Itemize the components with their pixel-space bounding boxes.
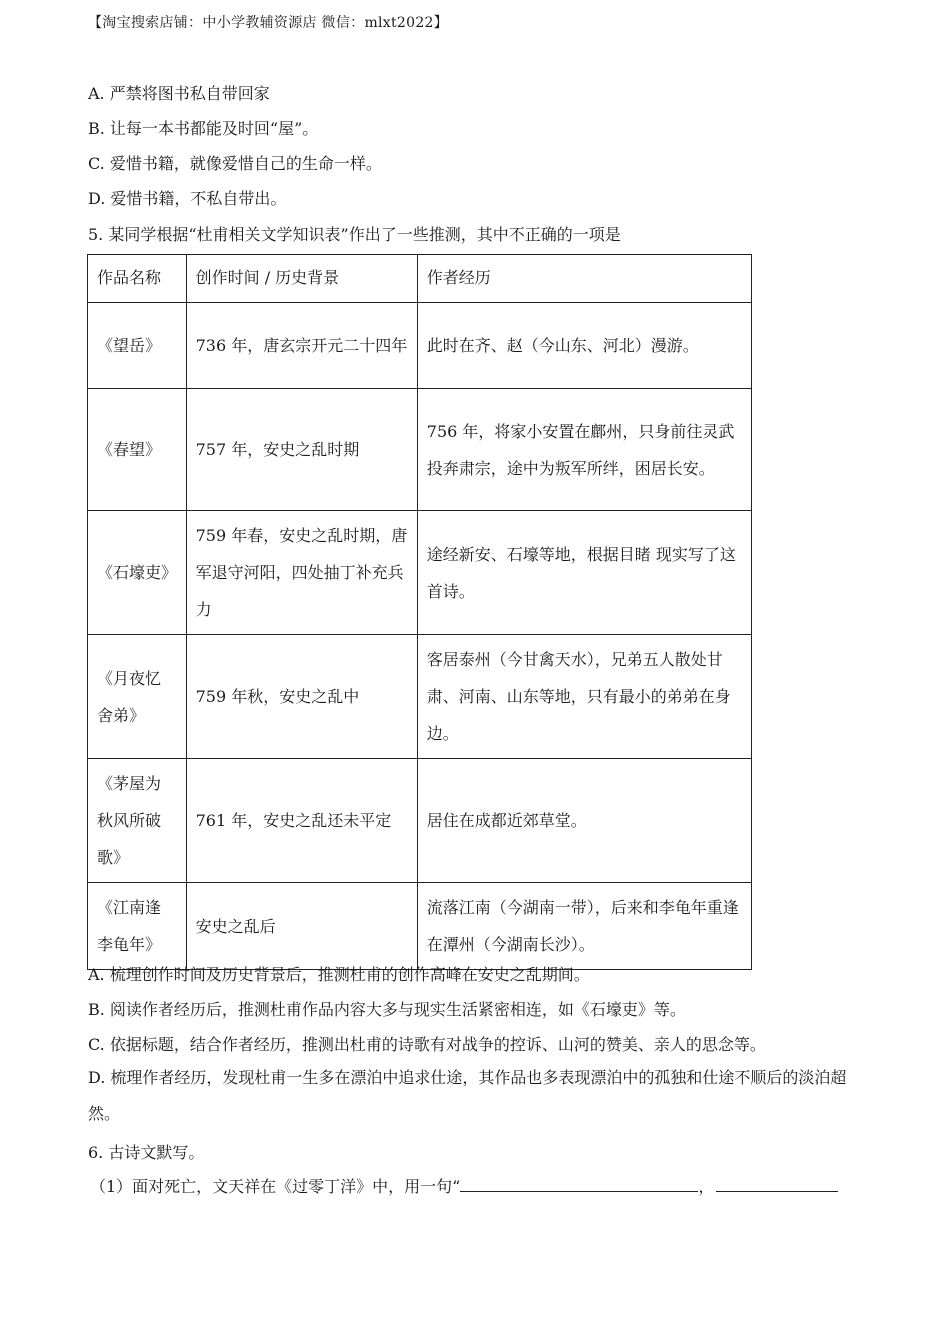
cell-time: 761 年，安史之乱还未平定 xyxy=(186,759,417,883)
q4-option-a: A. 严禁将图书私自带回家 xyxy=(88,84,270,103)
q6-item-1-text: （1）面对死亡，文天祥在《过零丁洋》中，用一句“ xyxy=(90,1177,461,1196)
cell-experience: 居住在成都近郊草堂。 xyxy=(417,759,751,883)
cell-work: 《茅屋为秋风所破歌》 xyxy=(88,759,187,883)
table-header-row xyxy=(88,255,752,303)
answer-blank-1[interactable] xyxy=(460,1175,698,1192)
cell-time: 安史之乱后 xyxy=(186,883,417,970)
q6-item-1 xyxy=(90,1174,838,1197)
q4-option-d: D. 爱惜书籍，不私自带出。 xyxy=(88,189,287,208)
cell-time: 759 年春，安史之乱时期，唐军退守河阳，四处抽丁补充兵力 xyxy=(186,511,417,635)
cell-experience: 此时在齐、赵（今山东、河北）漫游。 xyxy=(417,303,751,389)
cell-experience: 途经新安、石壕等地，根据目睹 现实写了这首诗。 xyxy=(417,511,751,635)
cell-work: 《江南逢李龟年》 xyxy=(88,883,187,970)
answer-blank-2[interactable] xyxy=(716,1175,838,1192)
cell-work: 《望岳》 xyxy=(88,303,187,389)
table-row xyxy=(88,389,752,511)
table-row xyxy=(88,303,752,389)
q5-option-d: D. 梳理作者经历，发现杜甫一生多在漂泊中追求仕途，其作品也多表现漂泊中的孤独和仕途不顺后的淡泊超然。 xyxy=(88,1068,847,1123)
cell-time: 736 年，唐玄宗开元二十四年 xyxy=(186,303,417,389)
q5-option-a: A. 梳理创作时间及历史背景后，推测杜甫的创作高峰在安史之乱期间。 xyxy=(88,965,590,984)
cell-time: 759 年秋，安史之乱中 xyxy=(186,635,417,759)
table-row xyxy=(88,511,752,635)
header-time: 创作时间 / 历史背景 xyxy=(186,255,417,303)
q4-option-b: B. 让每一本书都能及时回“屋”。 xyxy=(88,119,319,138)
header-work: 作品名称 xyxy=(88,255,187,303)
table-row xyxy=(88,759,752,883)
cell-work: 《石壕吏》 xyxy=(88,511,187,635)
dufu-knowledge-table xyxy=(87,254,752,970)
table-row xyxy=(88,635,752,759)
cell-time: 757 年，安史之乱时期 xyxy=(186,389,417,511)
q5-option-c: C. 依据标题，结合作者经历，推测出杜甫的诗歌有对战争的控诉、山河的赞美、亲人的思念等。 xyxy=(88,1035,766,1054)
cell-experience: 客居泰州（今甘禽天水），兄弟五人散处甘肃、河南、山东等地，只有最小的弟弟在身边。 xyxy=(417,635,751,759)
page-header: 【淘宝搜索店铺：中小学教辅资源店 微信：mlxt2022】 xyxy=(88,15,449,31)
table-row xyxy=(88,883,752,970)
q6-item-1-separator: ， xyxy=(698,1177,715,1196)
cell-experience: 流落江南（今湖南一带），后来和李龟年重逢在潭州（今湖南长沙）。 xyxy=(417,883,751,970)
cell-work: 《春望》 xyxy=(88,389,187,511)
q5-stem: 5. 某同学根据“杜甫相关文学知识表”作出了一些推测，其中不正确的一项是 xyxy=(88,225,621,244)
q5-option-b: B. 阅读作者经历后，推测杜甫作品内容大多与现实生活紧密相连，如《石壕吏》等。 xyxy=(88,1000,686,1019)
cell-experience: 756 年，将家小安置在鄜州，只身前往灵武投奔肃宗，途中为叛军所绊，困居长安。 xyxy=(417,389,751,511)
q4-option-c: C. 爱惜书籍，就像爱惜自己的生命一样。 xyxy=(88,154,382,173)
cell-work: 《月夜忆舍弟》 xyxy=(88,635,187,759)
q6-stem: 6. 古诗文默写。 xyxy=(88,1143,205,1162)
header-experience: 作者经历 xyxy=(417,255,751,303)
